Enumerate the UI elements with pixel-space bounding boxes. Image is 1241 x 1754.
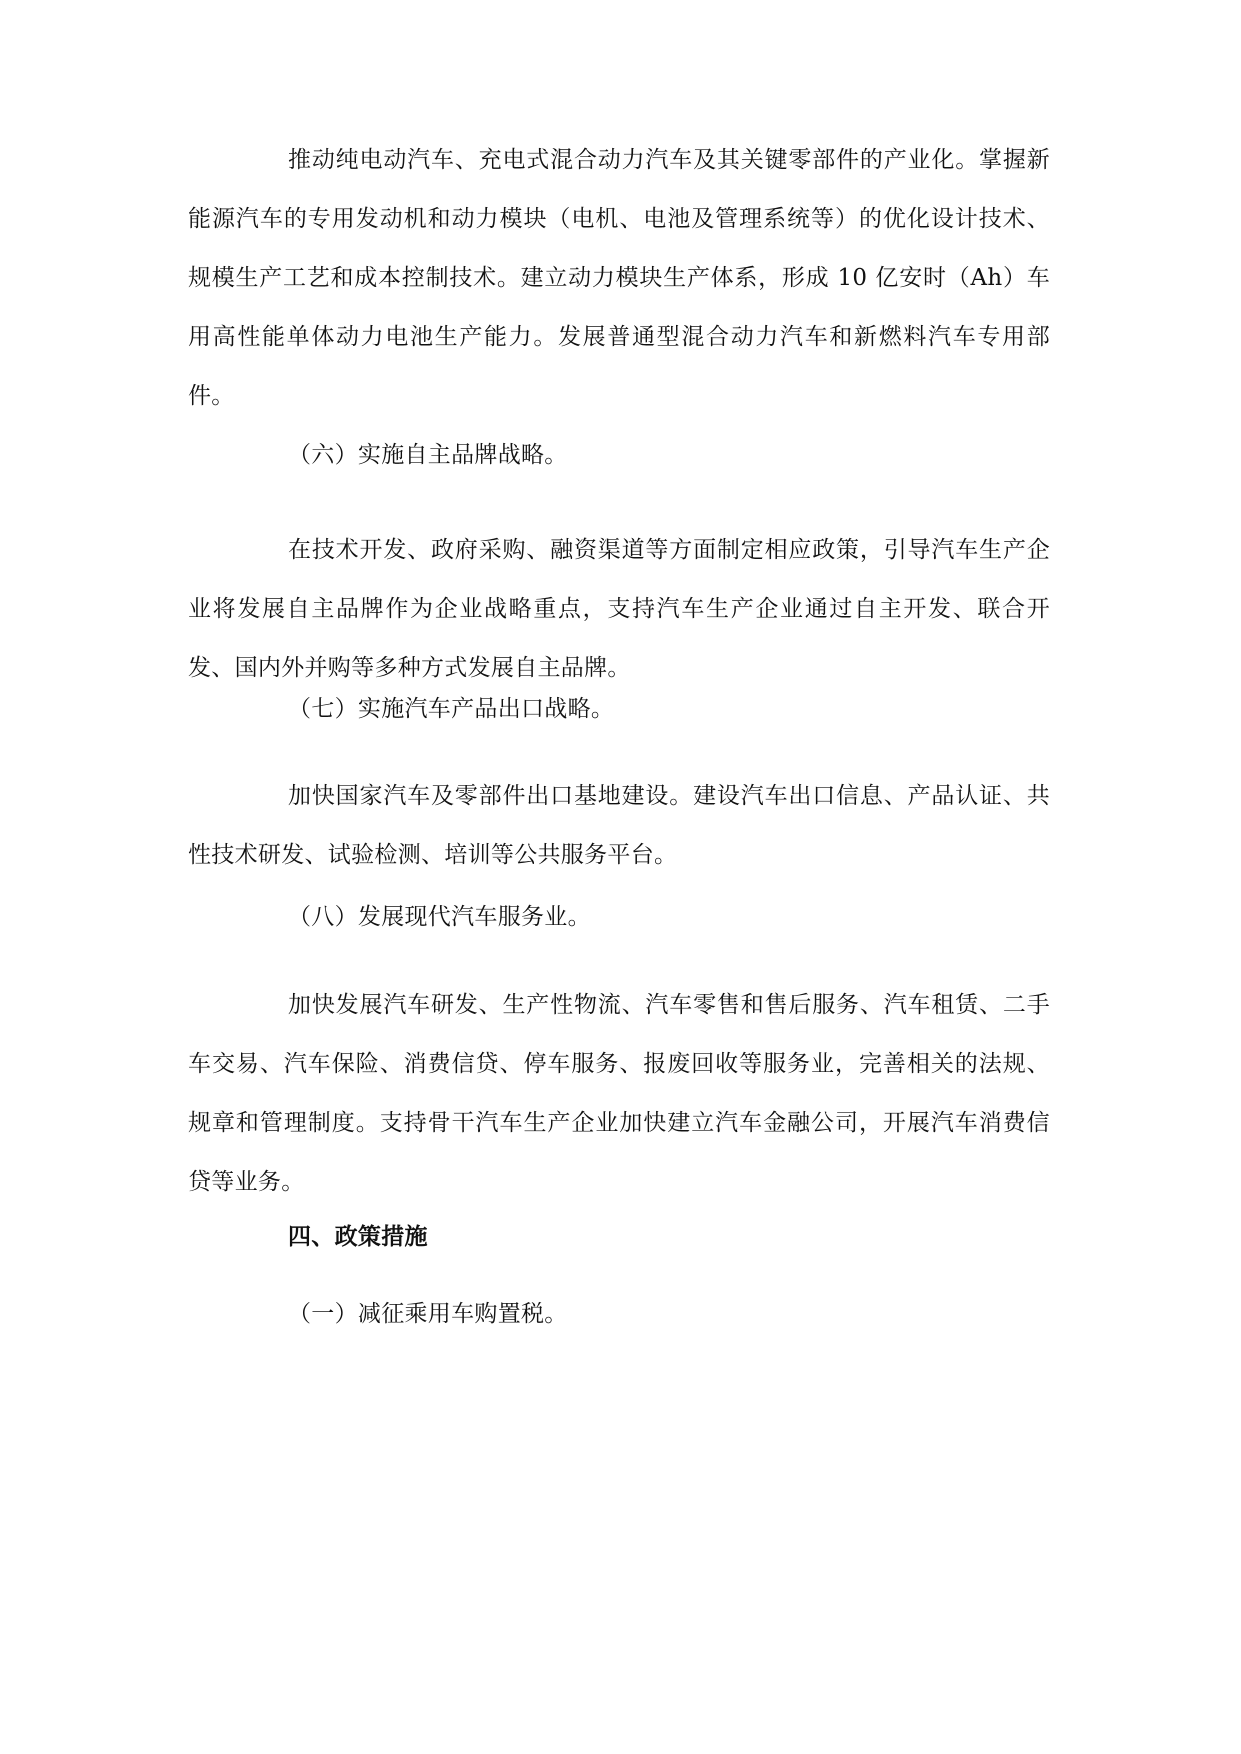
subheading-own-brand-strategy: （六）实施自主品牌战略。 <box>288 442 568 468</box>
subheading-auto-services: （八）发展现代汽车服务业。 <box>288 904 591 930</box>
paragraph-new-energy-vehicles: 推动纯电动汽车、充电式混合动力汽车及其关键零部件的产业化。掌握新能源汽车的专用发动机和动力模块（电机、电池及管理系统等）的优化设计技术、规模生产工艺和成本控制技术。建立动力模块生产体系，形成 10 亿安时（Ah）车用高性能单体动力电池生产能力。发展普通型混合动力汽车和新燃料汽车专用部件。 <box>188 147 1050 409</box>
paragraph-auto-services: 加快发展汽车研发、生产性物流、汽车零售和售后服务、汽车租赁、二手车交易、汽车保险、消费信贷、停车服务、报废回收等服务业，完善相关的法规、规章和管理制度。支持骨干汽车生产企业加快建立汽车金融公司，开展汽车消费信贷等业务。 <box>188 992 1050 1195</box>
subheading-export-strategy: （七）实施汽车产品出口战略。 <box>288 696 615 722</box>
section-heading-policy-measures: 四、政策措施 <box>288 1223 428 1250</box>
paragraph-own-brand-policy: 在技术开发、政府采购、融资渠道等方面制定相应政策，引导汽车生产企业将发展自主品牌作为企业战略重点，支持汽车生产企业通过自主开发、联合开发、国内外并购等多种方式发展自主品牌。 <box>188 537 1050 681</box>
subheading-purchase-tax-reduction: （一）减征乘用车购置税。 <box>288 1301 568 1327</box>
paragraph-export-base: 加快国家汽车及零部件出口基地建设。建设汽车出口信息、产品认证、共性技术研发、试验检测、培训等公共服务平台。 <box>188 783 1050 868</box>
